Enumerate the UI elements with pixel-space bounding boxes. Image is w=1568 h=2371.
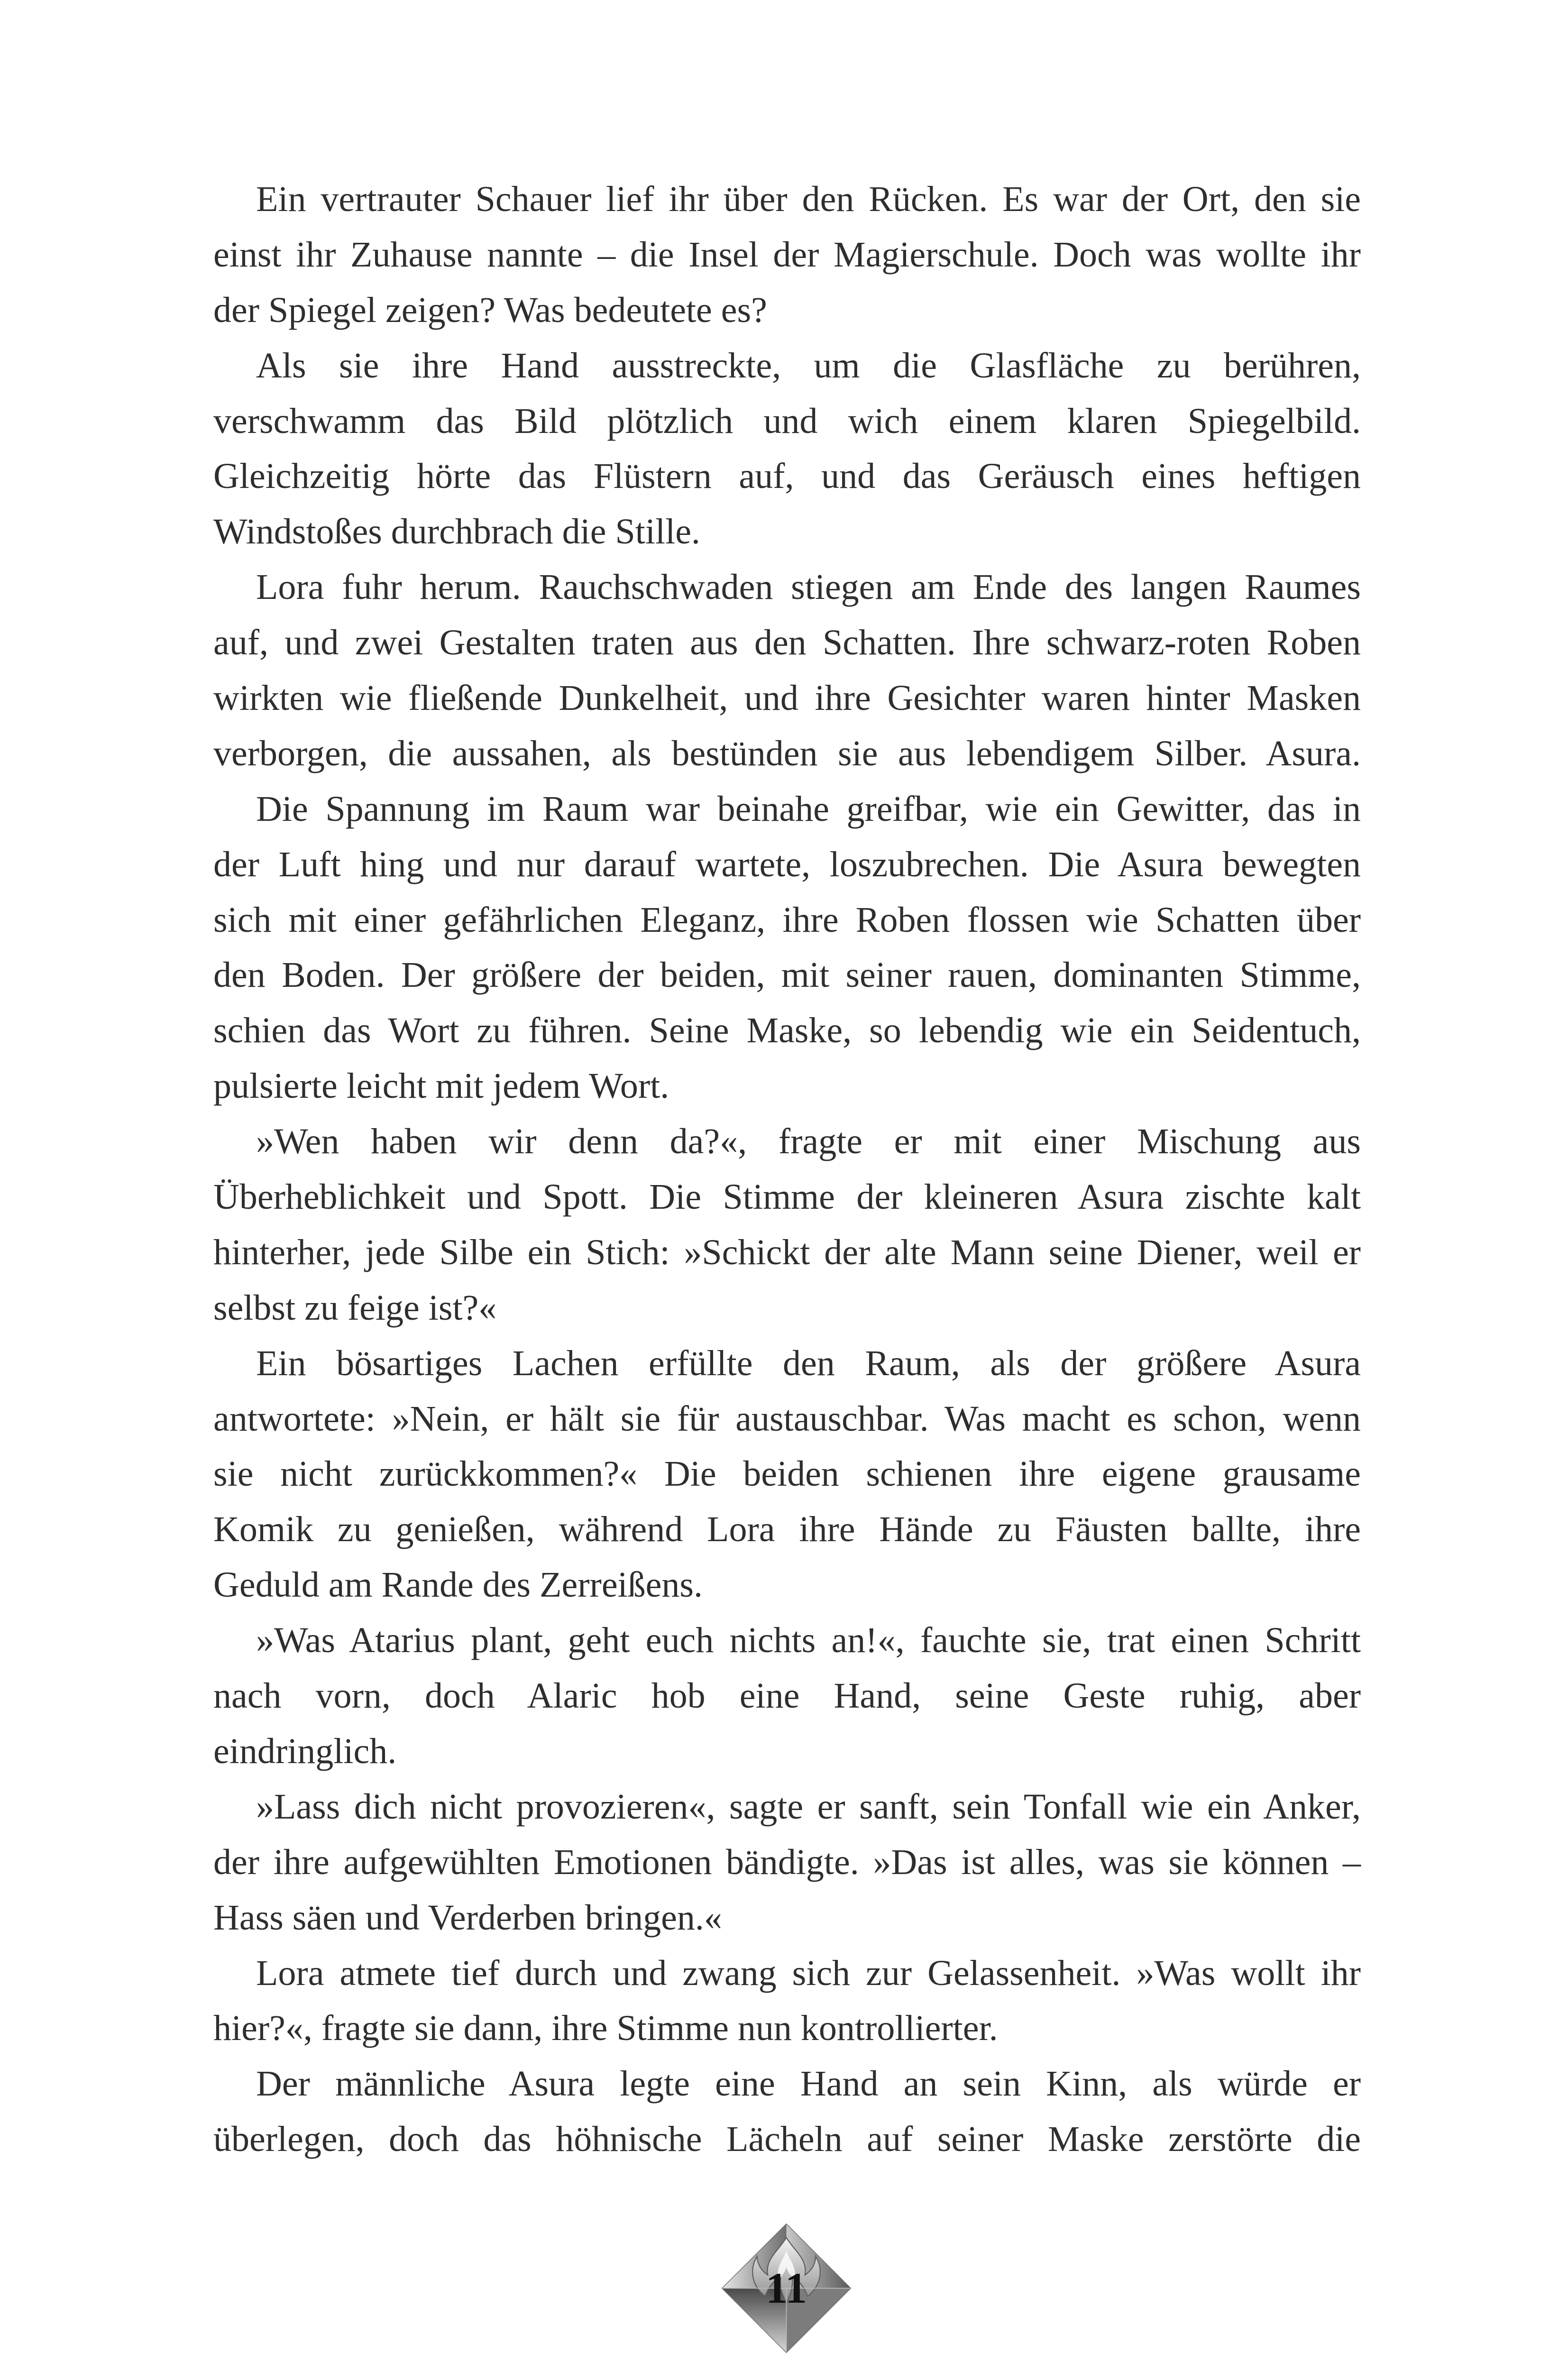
text-line: »Was Atarius plant, geht euch nichts an!«, fauchte sie, trat einen Schritt xyxy=(256,1620,1361,1661)
text-line: Überheblichkeit und Spott. Die Stimme der kleineren Asura zischte kalt xyxy=(213,1177,1361,1217)
text-line: auf, und zwei Gestalten traten aus den Schatten. Ihre schwarz-roten Roben xyxy=(213,623,1361,663)
text-line: Als sie ihre Hand ausstreckte, um die Glasfläche zu berühren, xyxy=(256,345,1361,386)
text-line: Die Spannung im Raum war beinahe greifbar, wie ein Gewitter, das in xyxy=(256,789,1361,829)
body-text xyxy=(213,172,1361,2167)
text-line: den Boden. Der größere der beiden, mit seiner rauen, dominanten Stimme, xyxy=(213,955,1361,995)
text-line: antwortete: »Nein, er hält sie für austauschbar. Was macht es schon, wenn xyxy=(213,1398,1361,1439)
text-line: der Luft hing und nur darauf wartete, loszubrechen. Die Asura bewegten xyxy=(213,844,1361,884)
text-line: wirkten wie fließende Dunkelheit, und ihre Gesichter waren hinter Masken xyxy=(213,678,1361,718)
text-line: Komik zu genießen, während Lora ihre Hände zu Fäusten ballte, ihre xyxy=(213,1509,1361,1550)
text-line: verschwamm das Bild plötzlich und wich einem klaren Spiegelbild. xyxy=(213,401,1361,441)
text-line: sich mit einer gefährlichen Eleganz, ihre Roben flossen wie Schatten über xyxy=(213,900,1361,940)
text-line: Hass säen und Verderben bringen.« xyxy=(213,1897,722,1938)
text-line: der Spiegel zeigen? Was bedeutete es? xyxy=(213,290,767,330)
text-line: einst ihr Zuhause nannte – die Insel der Magierschule. Doch was wollte ihr xyxy=(213,234,1361,275)
text-line: hinterher, jede Silbe ein Stich: »Schickt der alte Mann seine Diener, weil er xyxy=(213,1232,1361,1272)
text-line: hier?«, fragte sie dann, ihre Stimme nun kontrollierter. xyxy=(213,2008,998,2049)
text-line: Ein bösartiges Lachen erfüllte den Raum, als der größere Asura xyxy=(256,1343,1361,1383)
text-line: Lora atmete tief durch und zwang sich zur Gelassenheit. »Was wollt ihr xyxy=(256,1953,1361,1993)
text-line: Gleichzeitig hörte das Flüstern auf, und das Geräusch eines heftigen xyxy=(213,456,1361,496)
text-line: Lora fuhr herum. Rauchschwaden stiegen am Ende des langen Raumes xyxy=(256,567,1361,607)
text-line: nach vorn, doch Alaric hob eine Hand, seine Geste ruhig, aber xyxy=(213,1676,1361,1716)
text-line: der ihre aufgewühlten Emotionen bändigte. »Das ist alles, was sie können – xyxy=(213,1842,1361,1882)
text-line: eindringlich. xyxy=(213,1731,397,1771)
text-line: pulsierte leicht mit jedem Wort. xyxy=(213,1066,669,1106)
text-line: »Lass dich nicht provozieren«, sagte er sanft, sein Tonfall wie ein Anker, xyxy=(256,1786,1361,1827)
text-line: Der männliche Asura legte eine Hand an sein Kinn, als würde er xyxy=(256,2064,1361,2104)
text-line: Geduld am Rande des Zerreißens. xyxy=(213,1565,703,1605)
text-line: schien das Wort zu führen. Seine Maske, so lebendig wie ein Seidentuch, xyxy=(213,1011,1361,1051)
text-line: selbst zu feige ist?« xyxy=(213,1287,497,1328)
text-line: »Wen haben wir denn da?«, fragte er mit einer Mischung aus xyxy=(256,1121,1361,1162)
text-line: Ein vertrauter Schauer lief ihr über den Rücken. Es war der Ort, den sie xyxy=(256,179,1361,219)
text-line: Windstoßes durchbrach die Stille. xyxy=(213,512,700,552)
text-line: sie nicht zurückkommen?« Die beiden schienen ihre eigene grausame xyxy=(213,1454,1361,1494)
page-number: 11 xyxy=(766,2264,807,2312)
text-line: verborgen, die aussahen, als bestünden sie aus lebendigem Silber. Asura. xyxy=(213,733,1361,773)
text-line: überlegen, doch das höhnische Lächeln auf seiner Maske zerstörte die xyxy=(213,2119,1361,2160)
